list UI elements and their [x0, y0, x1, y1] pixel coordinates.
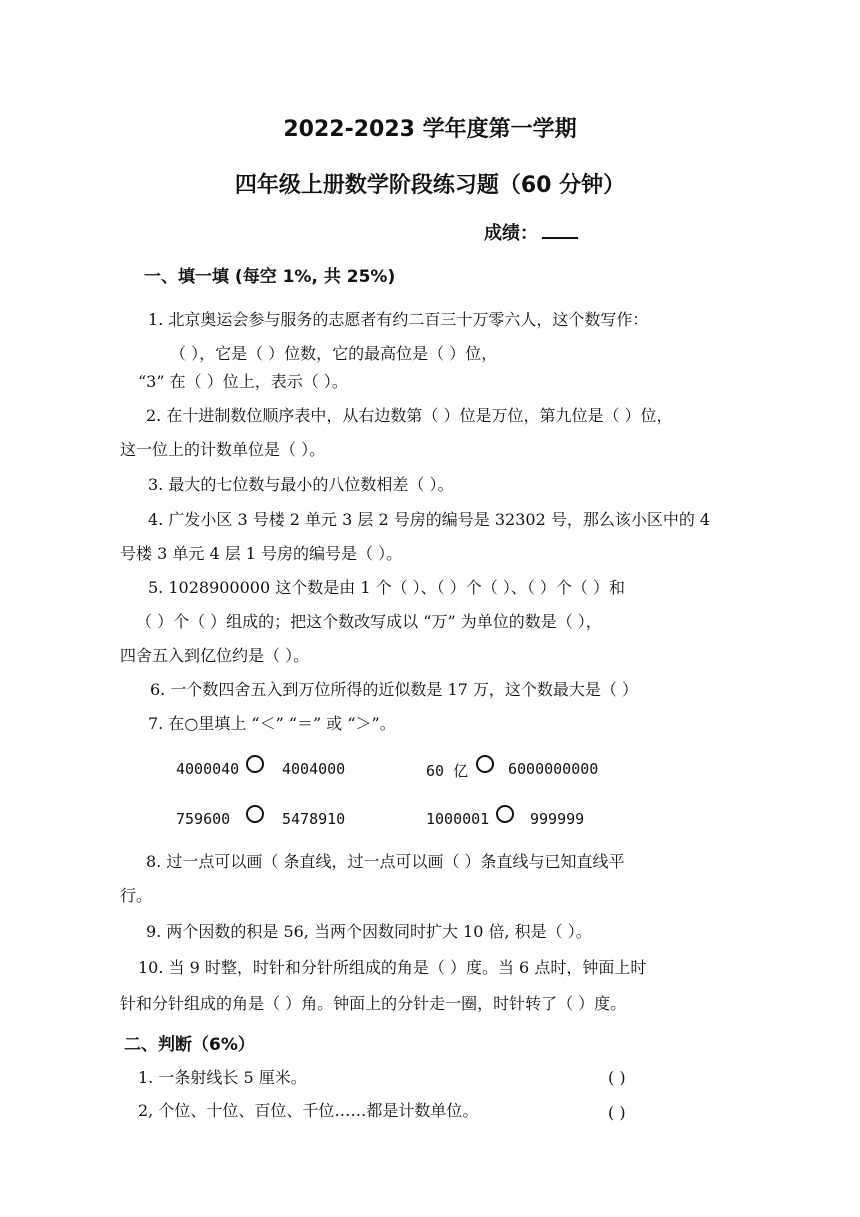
question-line: 8. 过一点可以画（ 条直线，过一点可以画（ ）条直线与已知直线平 [146, 852, 625, 871]
judge-answer-blank[interactable]: ( ) [608, 1103, 626, 1122]
question-line: 5. 1028900000 这个数是由 1 个（ ）、（ ）个（ ）、（ ）个（ ）和 [148, 578, 626, 597]
circle-blank[interactable] [476, 755, 494, 773]
question-line: 6. 一个数四舍五入到万位所得的近似数是 17 万，这个数最大是（ ） [150, 680, 638, 699]
question-line: 四舍五入到亿位约是（ ）。 [120, 646, 310, 665]
circle-blank[interactable] [496, 805, 514, 823]
question-line: 2. 在十进制数位顺序表中，从右边数第（ ）位是万位，第九位是（ ）位， [146, 406, 673, 425]
judge-answer-blank[interactable]: ( ) [608, 1068, 626, 1087]
question-line: 3. 最大的七位数与最小的八位数相差（ ）。 [148, 475, 454, 494]
judge-item: 1. 一条射线长 5 厘米。 [138, 1068, 307, 1087]
circle-blank[interactable] [246, 755, 264, 773]
compare-left: 1000001 [426, 810, 490, 828]
compare-left: 60 亿 [426, 762, 469, 780]
exam-subtitle: 四年级上册数学阶段练习题（60 分钟） [234, 173, 626, 198]
question-line: （ ）个（ ）组成的；把这个数改写成以 “万” 为单位的数是（ ）， [136, 612, 602, 631]
score-blank [542, 223, 578, 239]
question-line: 针和分针组成的角是（ ）角。钟面上的分针走一圈，时针转了（ ）度。 [120, 994, 627, 1013]
compare-left: 4000040 [176, 760, 240, 778]
exam-title: 2022-2023 学年度第一学期 [283, 117, 577, 142]
question-line: 7. 在○里填上 “＜” “＝” 或 “＞”。 [148, 714, 396, 733]
compare-left: 759600 [176, 810, 231, 828]
compare-right: 4004000 [282, 760, 346, 778]
compare-right: 6000000000 [508, 760, 599, 778]
score-field [484, 219, 578, 245]
question-line: （ ），它是（ ）位数，它的最高位是（ ）位， [170, 344, 498, 363]
circle-blank[interactable] [246, 805, 264, 823]
question-line: 行。 [120, 886, 153, 905]
score-label: 成绩： [484, 223, 538, 244]
question-line: 号楼 3 单元 4 层 1 号房的编号是（ ）。 [120, 544, 403, 563]
section1-heading: 一、填一填 (每空 1%, 共 25%) [144, 267, 396, 287]
compare-right: 5478910 [282, 810, 346, 828]
question-line: 4. 广发小区 3 号楼 2 单元 3 层 2 号房的编号是 32302 号，那么该小区中的 4 [148, 510, 711, 529]
section2-heading: 二、判断（6%） [124, 1035, 255, 1055]
question-line: 这一位上的计数单位是（ ）。 [120, 440, 326, 459]
question-line: 9. 两个因数的积是 56, 当两个因数同时扩大 10 倍, 积是（ ）。 [146, 922, 592, 941]
question-line: 10. 当 9 时整，时针和分针所组成的角是（ ）度。当 6 点时，钟面上时 [138, 958, 647, 977]
compare-right: 999999 [530, 810, 585, 828]
judge-item: 2, 个位、十位、百位、千位……都是计数单位。 [138, 1101, 479, 1120]
question-line: 1. 北京奥运会参与服务的志愿者有约二百三十万零六人，这个数写作： [148, 310, 649, 329]
question-line: “3” 在（ ）位上，表示（ ）。 [138, 372, 348, 391]
